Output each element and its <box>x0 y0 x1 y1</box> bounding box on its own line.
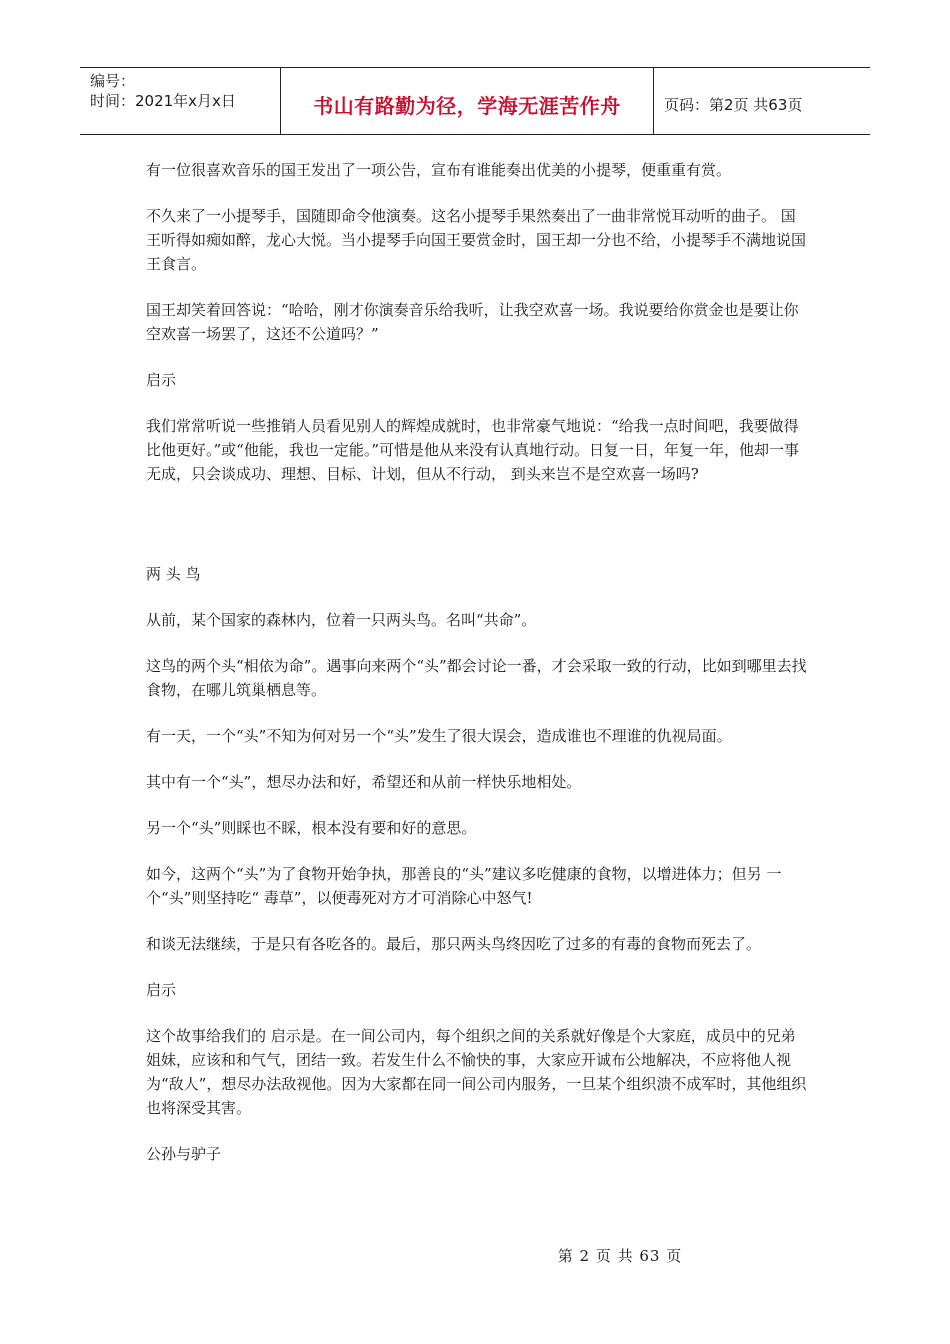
paragraph: 另一个“头”则睬也不睬，根本没有要和好的意思。 <box>146 819 477 837</box>
header-page-code: 页码：第2页 共63页 <box>664 95 803 114</box>
section-heading: 启示 <box>146 981 177 999</box>
paragraph: 有一天，一个“头”不知为何对另一个“头”发生了很大误会，造成谁也不理谁的仇视局面。 <box>146 727 732 745</box>
paragraph: 不久来了一小提琴手，国随即命令他演奏。这名小提琴手果然奏出了一曲非常悦耳动听的曲子。 国王听得如痴如醉，龙心大悦。当小提琴手向国王要赏金时，国王却一分也不给，小提琴手不满地说国王食言。 <box>146 207 807 273</box>
paragraph: 我们常常听说一些推销人员看见别人的辉煌成就时，也非常豪气地说：“给我一点时间吧，我要做得 比他更好。”或“他能，我也一定能。”可惜是他从来没有认真地行动。日复一日，年复一年，他却一事无成，只会谈成功、理想、目标、计划，但从不行动， 到头来岂不是空欢喜一场吗? <box>146 417 800 483</box>
paragraph: 其中有一个“头”，想尽办法和好，希望还和从前一样快乐地相处。 <box>146 773 582 791</box>
document-time-label: 时间：2021年x月x日 <box>90 92 236 110</box>
paragraph: 这个故事给我们的 启示是。在一间公司内，每个组织之间的关系就好像是个大家庭，成员中的兄弟姐妹，应该和和气气，团结一致。若发生什么不愉快的事，大家应开诚布公地解决，不应将他人视为“敌人”，想尽办法敌视他。因为大家都在同一间公司内服务，一旦某个组织溃不成军时，其他组织也将深受其害。 <box>146 1027 807 1117</box>
page-header <box>80 67 870 135</box>
document-body <box>146 158 808 1188</box>
paragraph: 有一位很喜欢音乐的国王发出了一项公告，宣布有谁能奏出优美的小提琴，便重重有赏。 <box>146 161 732 179</box>
section-heading: 启示 <box>146 371 177 389</box>
paragraph: 从前，某个国家的森林内，位着一只两头鸟。名叫“共命”。 <box>146 611 537 629</box>
page-footer: 第 2 页 共 63 页 <box>557 1247 683 1265</box>
paragraph: 国王却笑着回答说：“哈哈，刚才你演奏音乐给我听，让我空欢喜一场。我说要给你赏金也是要让你空欢喜一场罢了，这还不公道吗？” <box>146 301 799 343</box>
paragraph: 这鸟的两个头“相依为命”。遇事向来两个“头”都会讨论一番，才会采取一致的行动，比如到哪里去找食物，在哪儿筑巢栖息等。 <box>146 657 807 699</box>
header-meta <box>80 68 280 134</box>
story-title: 公孙与驴子 <box>146 1145 222 1163</box>
document-number-label: 编号： <box>90 72 136 90</box>
paragraph: 和谈无法继续，于是只有各吃各的。最后，那只两头鸟终因吃了过多的有毒的食物而死去了。 <box>146 935 762 953</box>
blank-spacer <box>146 508 808 562</box>
paragraph: 如今，这两个“头”为了食物开始争执，那善良的“头”建议多吃健康的食物，以增进体力；但另 一个“头”则坚持吃“ 毒草”，以便毒死对方才可消除心中怒气! <box>146 865 782 907</box>
story-title: 两 头 鸟 <box>146 565 201 583</box>
header-motto: 书山有路勤为径，学海无涯苦作舟 <box>280 68 654 134</box>
